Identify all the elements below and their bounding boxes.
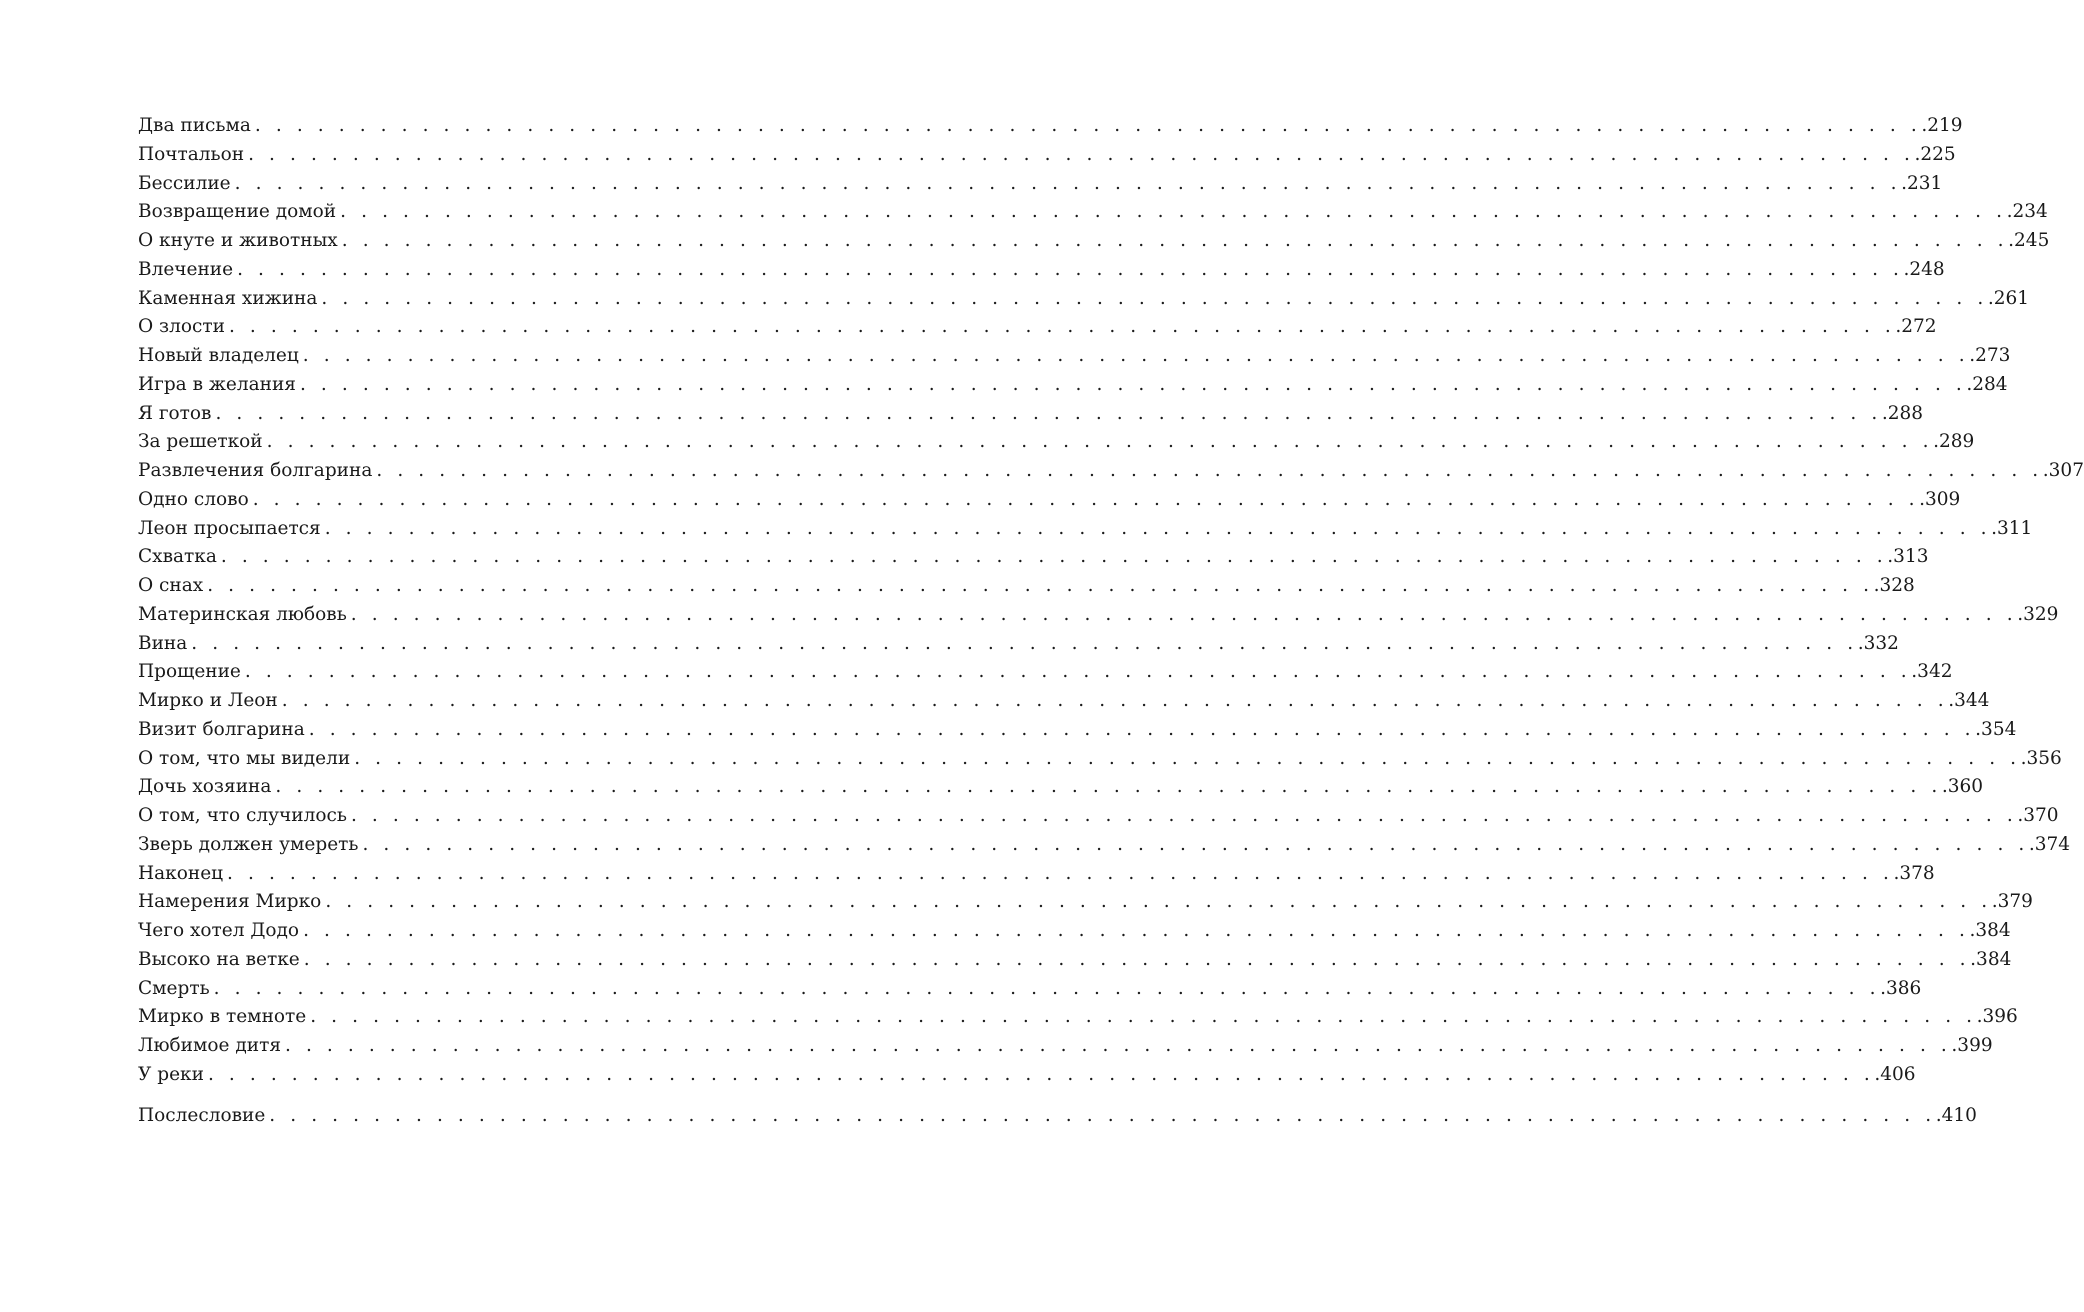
toc-entry <box>138 1061 1916 1090</box>
toc-entry <box>138 773 1984 802</box>
toc-dot-leader: . . . . . . . . . . . . . . . . . . . . . . . . . . . . . . . . . . . . . . . . . . . . . . . . . . . . . . . . . . . . . . . . . . . . . . . . . . . . . . . . <box>303 948 1971 970</box>
toc-entry <box>138 975 1922 1004</box>
toc-entry <box>138 515 2033 544</box>
toc-dot-leader: . . . . . . . . . . . . . . . . . . . . . . . . . . . . . . . . . . . . . . . . . . . . . . . . . . . . . . . . . . . . . . . . . . . . . . . . . . . . . . . . <box>213 977 1881 999</box>
toc-entry-page-number: .384 <box>1970 948 2012 970</box>
toc-entry-page-number: .329 <box>2017 603 2059 625</box>
toc-entry-title: Леон просыпается <box>138 517 321 539</box>
toc-entry-page-number: .309 <box>1919 488 1961 510</box>
toc-entry <box>138 601 2059 630</box>
toc-dot-leader: . . . . . . . . . . . . . . . . . . . . . . . . . . . . . . . . . . . . . . . . . . . . . . . . . . . . . . . . . . . . . . . . . . . . . . . . . . . . . . . . <box>252 488 1920 510</box>
toc-entry-title: Смерть <box>138 977 210 999</box>
toc-entry-title: Прощение <box>138 661 241 683</box>
toc-entry <box>138 543 1929 572</box>
toc-entry-page-number: .342 <box>1911 661 1953 683</box>
toc-entry-page-number: .273 <box>1969 345 2011 366</box>
toc-dot-leader: . . . . . . . . . . . . . . . . . . . . . . . . . . . . . . . . . . . . . . . . . . . . . . . . . . . . . . . . . . . . . . . . . . . . . . . . . . . . . . . . <box>220 546 1888 568</box>
toc-entry-page-number: .384 <box>1969 920 2011 941</box>
toc-entry-page-number: .311 <box>1991 517 2033 539</box>
toc-entry-title: О снах <box>138 575 204 596</box>
toc-entry-page-number: .248 <box>1903 258 1945 280</box>
toc-dot-leader: . . . . . . . . . . . . . . . . . . . . . . . . . . . . . . . . . . . . . . . . . . . . . . . . . . . . . . . . . . . . . . . . . . . . . . . . . . . . . . . . <box>248 143 1915 165</box>
toc-dot-leader: . . . . . . . . . . . . . . . . . . . . . . . . . . . . . . . . . . . . . . . . . . . . . . . . . . . . . . . . . . . . . . . . . . . . . . . . . . . . . . . . <box>269 1104 1936 1126</box>
toc-entry-page-number: .261 <box>1987 287 2030 309</box>
toc-entry-title: О том, что мы видели <box>138 747 351 769</box>
toc-entry-page-number: .370 <box>2017 805 2059 826</box>
toc-entry <box>138 860 1935 889</box>
toc-entry-title: Каменная хижина <box>138 287 318 309</box>
toc-entry-page-number: .410 <box>1935 1104 1977 1126</box>
toc-dot-leader: . . . . . . . . . . . . . . . . . . . . . . . . . . . . . . . . . . . . . . . . . . . . . . . . . . . . . . . . . . . . . . . . . . . . . . . . . . . . . . . . <box>191 632 1858 654</box>
toc-entry-page-number: .328 <box>1873 575 1915 596</box>
toc-entry-title: Мирко и Леон <box>138 690 278 711</box>
toc-entry-page-number: .234 <box>2006 201 2048 223</box>
toc-entry-title: Высоко на ветке <box>138 948 300 970</box>
toc-dot-leader: . . . . . . . . . . . . . . . . . . . . . . . . . . . . . . . . . . . . . . . . . . . . . . . . . . . . . . . . . . . . . . . . . . . . . . . . . . . . . . . . <box>325 891 1992 913</box>
toc-entry-title: О кнуте и животных <box>138 230 338 251</box>
toc-entry <box>138 831 2071 860</box>
toc-dot-leader: . . . . . . . . . . . . . . . . . . . . . . . . . . . . . . . . . . . . . . . . . . . . . . . . . . . . . . . . . . . . . . . . . . . . . . . . . . . . . . . . <box>215 402 1882 424</box>
toc-entry-title: Наконец <box>138 862 224 884</box>
toc-entry <box>138 1102 1977 1131</box>
toc-entry-title: У реки <box>138 1063 204 1085</box>
toc-entry-title: Мирко в темноте <box>138 1006 307 1028</box>
toc-dot-leader: . . . . . . . . . . . . . . . . . . . . . . . . . . . . . . . . . . . . . . . . . . . . . . . . . . . . . . . . . . . . . . . . . . . . . . . . . . . . . . . . <box>354 747 2021 769</box>
toc-entry-page-number: .245 <box>2008 230 2050 251</box>
toc-entry-title: Влечение <box>138 258 234 280</box>
toc-dot-leader: . . . . . . . . . . . . . . . . . . . . . . . . . . . . . . . . . . . . . . . . . . . . . . . . . . . . . . . . . . . . . . . . . . . . . . . . . . . . . . . . <box>308 718 1976 740</box>
toc-entry <box>138 227 2050 256</box>
toc-entry-page-number: .374 <box>2028 833 2071 855</box>
toc-entry <box>138 1003 2018 1032</box>
toc-entry-page-number: .219 <box>1921 115 1963 136</box>
toc-dot-leader: . . . . . . . . . . . . . . . . . . . . . . . . . . . . . . . . . . . . . . . . . . . . . . . . . . . . . . . . . . . . . . . . . . . . . . . . . . . . . . . . <box>362 833 2029 855</box>
table-of-contents <box>138 112 2084 1130</box>
toc-entry <box>138 400 1924 429</box>
toc-entry-title: Новый владелец <box>138 345 299 366</box>
toc-entry <box>138 917 2011 946</box>
toc-entry <box>138 198 2048 227</box>
toc-dot-leader: . . . . . . . . . . . . . . . . . . . . . . . . . . . . . . . . . . . . . . . . . . . . . . . . . . . . . . . . . . . . . . . . . . . . . . . . . . . . . . . . <box>275 776 1942 798</box>
toc-entry-page-number: .406 <box>1874 1063 1916 1085</box>
toc-dot-leader: . . . . . . . . . . . . . . . . . . . . . . . . . . . . . . . . . . . . . . . . . . . . . . . . . . . . . . . . . . . . . . . . . . . . . . . . . . . . . . . . <box>302 345 1970 366</box>
toc-entry-title: Дочь хозяина <box>138 776 272 798</box>
toc-dot-leader: . . . . . . . . . . . . . . . . . . . . . . . . . . . . . . . . . . . . . . . . . . . . . . . . . . . . . . . . . . . . . . . . . . . . . . . . . . . . . . . . <box>244 661 1912 683</box>
toc-entry-page-number: .231 <box>1901 172 1943 194</box>
toc-dot-leader: . . . . . . . . . . . . . . . . . . . . . . . . . . . . . . . . . . . . . . . . . . . . . . . . . . . . . . . . . . . . . . . . . . . . . . . . . . . . . . . . <box>341 230 2009 251</box>
toc-entry-title: Материнская любовь <box>138 603 347 625</box>
toc-entry-page-number: .289 <box>1933 431 1975 453</box>
toc-dot-leader: . . . . . . . . . . . . . . . . . . . . . . . . . . . . . . . . . . . . . . . . . . . . . . . . . . . . . . . . . . . . . . . . . . . . . . . . . . . . . . . . <box>299 373 1967 395</box>
toc-entry <box>138 888 2033 917</box>
toc-entry <box>138 716 2017 745</box>
toc-entry-title: Чего хотел Додо <box>138 920 300 941</box>
toc-entry-page-number: .356 <box>2020 747 2062 769</box>
toc-dot-leader: . . . . . . . . . . . . . . . . . . . . . . . . . . . . . . . . . . . . . . . . . . . . . . . . . . . . . . . . . . . . . . . . . . . . . . . . . . . . . . . . <box>310 1006 1977 1028</box>
toc-entry <box>138 802 2059 831</box>
toc-entry-page-number: .379 <box>1991 891 2033 913</box>
toc-entry <box>138 1032 1993 1061</box>
toc-dot-leader: . . . . . . . . . . . . . . . . . . . . . . . . . . . . . . . . . . . . . . . . . . . . . . . . . . . . . . . . . . . . . . . . . . . . . . . . . . . . . . . . <box>227 862 1894 884</box>
toc-dot-leader: . . . . . . . . . . . . . . . . . . . . . . . . . . . . . . . . . . . . . . . . . . . . . . . . . . . . . . . . . . . . . . . . . . . . . . . . . . . . . . . . <box>303 920 1970 941</box>
toc-entry-page-number: .313 <box>1887 546 1929 568</box>
toc-entry-title: Схватка <box>138 546 217 568</box>
toc-entry <box>138 170 1943 199</box>
toc-entry <box>138 486 1961 515</box>
toc-dot-leader: . . . . . . . . . . . . . . . . . . . . . . . . . . . . . . . . . . . . . . . . . . . . . . . . . . . . . . . . . . . . . . . . . . . . . . . . . . . . . . . . <box>228 316 1896 338</box>
toc-entry-page-number: .284 <box>1966 373 2008 395</box>
toc-entry <box>138 342 2011 371</box>
toc-entry-title: Развлечения болгарина <box>138 460 373 481</box>
toc-dot-leader: . . . . . . . . . . . . . . . . . . . . . . . . . . . . . . . . . . . . . . . . . . . . . . . . . . . . . . . . . . . . . . . . . . . . . . . . . . . . . . . . <box>207 1063 1875 1085</box>
toc-entry-page-number: .332 <box>1857 632 1899 654</box>
toc-entry-title: Бессилие <box>138 172 231 194</box>
toc-dot-leader: . . . . . . . . . . . . . . . . . . . . . . . . . . . . . . . . . . . . . . . . . . . . . . . . . . . . . . . . . . . . . . . . . . . . . . . . . . . . . . . . <box>340 201 2007 223</box>
toc-entry-title: О злости <box>138 316 225 338</box>
toc-dot-leader: . . . . . . . . . . . . . . . . . . . . . . . . . . . . . . . . . . . . . . . . . . . . . . . . . . . . . . . . . . . . . . . . . . . . . . . . . . . . . . . . <box>266 431 1934 453</box>
toc-entry-title: Визит болгарина <box>138 718 305 740</box>
toc-dot-leader: . . . . . . . . . . . . . . . . . . . . . . . . . . . . . . . . . . . . . . . . . . . . . . . . . . . . . . . . . . . . . . . . . . . . . . . . . . . . . . . . <box>324 517 1992 539</box>
toc-entry <box>138 572 1915 601</box>
toc-entry-title: За решеткой <box>138 431 263 453</box>
toc-entry-page-number: .344 <box>1948 690 1990 711</box>
toc-entry <box>138 946 2012 975</box>
toc-entry <box>138 687 1990 716</box>
toc-entry-page-number: .307 <box>2042 460 2084 481</box>
toc-entry-page-number: .225 <box>1914 143 1956 165</box>
toc-entry-page-number: .386 <box>1880 977 1922 999</box>
toc-entry <box>138 112 1963 141</box>
toc-entry-title: Намерения Мирко <box>138 891 322 913</box>
toc-entry-title: Послесловие <box>138 1104 266 1126</box>
toc-dot-leader: . . . . . . . . . . . . . . . . . . . . . . . . . . . . . . . . . . . . . . . . . . . . . . . . . . . . . . . . . . . . . . . . . . . . . . . . . . . . . . . . <box>254 115 1922 136</box>
toc-entry-page-number: .360 <box>1941 776 1984 798</box>
toc-entry <box>138 285 2030 314</box>
toc-entry-title: О том, что случилось <box>138 805 347 826</box>
toc-entry <box>138 658 1953 687</box>
toc-dot-leader: . . . . . . . . . . . . . . . . . . . . . . . . . . . . . . . . . . . . . . . . . . . . . . . . . . . . . . . . . . . . . . . . . . . . . . . . . . . . . . . . <box>285 1035 1952 1056</box>
toc-dot-leader: . . . . . . . . . . . . . . . . . . . . . . . . . . . . . . . . . . . . . . . . . . . . . . . . . . . . . . . . . . . . . . . . . . . . . . . . . . . . . . . . <box>376 460 2043 481</box>
toc-entry-title: Зверь должен умереть <box>138 833 359 855</box>
toc-entry-title: Любимое дитя <box>138 1035 281 1056</box>
toc-entry <box>138 428 1975 457</box>
toc-entry-title: Вина <box>138 632 188 654</box>
toc-entry-page-number: .354 <box>1975 718 2017 740</box>
toc-entry <box>138 745 2062 774</box>
toc-entry <box>138 371 2008 400</box>
toc-dot-leader: . . . . . . . . . . . . . . . . . . . . . . . . . . . . . . . . . . . . . . . . . . . . . . . . . . . . . . . . . . . . . . . . . . . . . . . . . . . . . . . . <box>350 805 2018 826</box>
toc-entry-title: Я готов <box>138 402 212 424</box>
toc-entry-page-number: .378 <box>1893 862 1935 884</box>
toc-entry-title: Возвращение домой <box>138 201 337 223</box>
toc-entry-page-number: .272 <box>1895 316 1937 338</box>
toc-entry <box>138 313 1937 342</box>
toc-entry-title: Два письма <box>138 115 251 136</box>
toc-entry-page-number: .288 <box>1881 402 1924 424</box>
toc-entry-page-number: .399 <box>1951 1035 1993 1056</box>
toc-entry <box>138 457 2084 486</box>
toc-entry-title: Игра в желания <box>138 373 296 395</box>
toc-dot-leader: . . . . . . . . . . . . . . . . . . . . . . . . . . . . . . . . . . . . . . . . . . . . . . . . . . . . . . . . . . . . . . . . . . . . . . . . . . . . . . . . <box>234 172 1902 194</box>
toc-dot-leader: . . . . . . . . . . . . . . . . . . . . . . . . . . . . . . . . . . . . . . . . . . . . . . . . . . . . . . . . . . . . . . . . . . . . . . . . . . . . . . . . <box>281 690 1949 711</box>
toc-entry <box>138 141 1956 170</box>
toc-dot-leader: . . . . . . . . . . . . . . . . . . . . . . . . . . . . . . . . . . . . . . . . . . . . . . . . . . . . . . . . . . . . . . . . . . . . . . . . . . . . . . . . <box>350 603 2018 625</box>
toc-dot-leader: . . . . . . . . . . . . . . . . . . . . . . . . . . . . . . . . . . . . . . . . . . . . . . . . . . . . . . . . . . . . . . . . . . . . . . . . . . . . . . . . <box>237 258 1904 280</box>
toc-entry-title: Одно слово <box>138 488 249 510</box>
toc-entry <box>138 256 1945 285</box>
toc-dot-leader: . . . . . . . . . . . . . . . . . . . . . . . . . . . . . . . . . . . . . . . . . . . . . . . . . . . . . . . . . . . . . . . . . . . . . . . . . . . . . . . . <box>321 287 1988 309</box>
toc-dot-leader: . . . . . . . . . . . . . . . . . . . . . . . . . . . . . . . . . . . . . . . . . . . . . . . . . . . . . . . . . . . . . . . . . . . . . . . . . . . . . . . . <box>207 575 1874 596</box>
toc-entry-title: Почтальон <box>138 143 245 165</box>
toc-entry-page-number: .396 <box>1976 1006 2018 1028</box>
toc-entry <box>138 630 1899 659</box>
